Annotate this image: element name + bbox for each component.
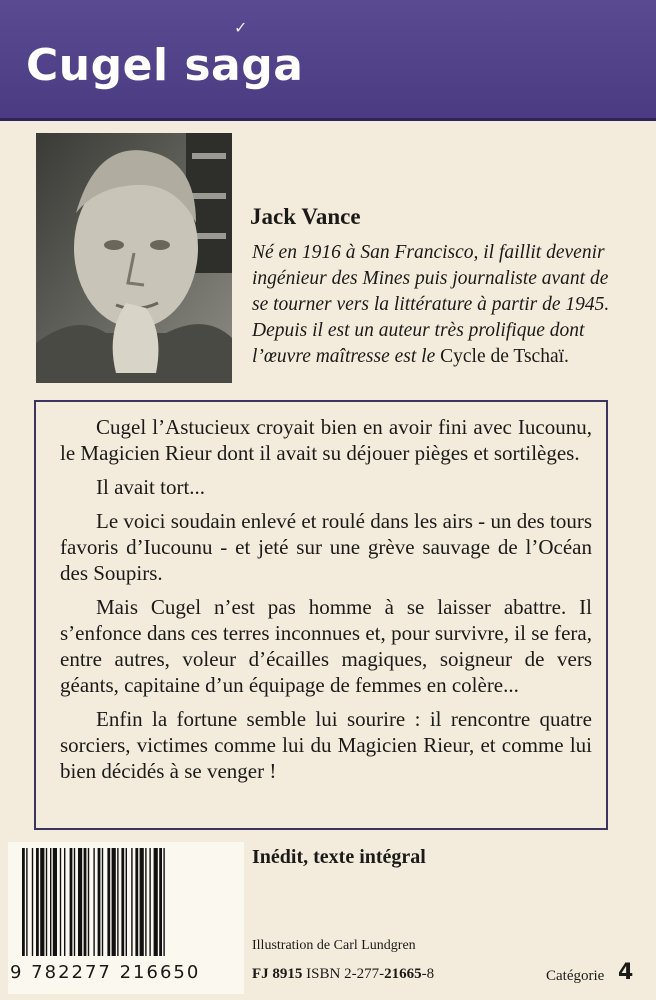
synopsis-paragraph: Mais Cugel n’est pas homme à se laisser abattre. Il s’enfonce dans ces terres inconnues et, pour survivre, il se fera, entre autres, voleur d’écailles magiques, soigneur de vers géants, capitaine d’un équipage de femmes en colère...: [60, 595, 592, 697]
series-title: Cugel saga: [26, 40, 304, 91]
author-name: Jack Vance: [250, 204, 361, 229]
synopsis-box: [34, 400, 608, 830]
series-code: FJ 8915: [252, 966, 303, 982]
author-bio-text: Né en 1916 à San Francisco, il faillit devenir ingénieur des Mines puis journaliste avant de se tourner vers la littérature à partir de 1945. Depuis il est un auteur très prolifique dont l’œuvre maîtresse est le: [252, 242, 610, 367]
barcode-bars: [8, 842, 244, 960]
category-number: 4: [618, 960, 634, 985]
isbn-check: -8: [421, 966, 435, 982]
category-label: Catégorie: [546, 968, 605, 984]
check-mark-icon: ✓: [234, 18, 248, 37]
author-photo: [36, 133, 232, 383]
synopsis-paragraph: Le voici soudain enlevé et roulé dans les airs - un des tours favoris d’Iucounu - et jeté sur une grève sauvage de l’Océan des Soupirs.: [60, 509, 592, 585]
author-portrait-image: [36, 133, 232, 383]
illustration-credit: Illustration de Carl Lundgren: [252, 938, 416, 953]
synopsis-paragraph: Cugel l’Astucieux croyait bien en avoir fini avec Iucounu, le Magicien Rieur dont il avait su déjouer pièges et sortilèges.: [60, 415, 592, 465]
barcode-digits: 9 782277 216650: [10, 962, 201, 983]
isbn-prefix: ISBN 2-277-: [306, 966, 385, 982]
synopsis-paragraph: Enfin la fortune semble lui sourire : il rencontre quatre sorciers, victimes comme lui du Magicien Rieur, et comme lui bien décidés à se venger !: [60, 707, 592, 783]
isbn-line: [252, 966, 434, 983]
author-bio: [252, 240, 622, 370]
author-bio-series-name: Cycle de Tschaï.: [440, 346, 569, 367]
synopsis-paragraph: Il avait tort...: [96, 475, 206, 499]
isbn-bold-part: 21665: [384, 966, 422, 982]
edition-note: Inédit, texte intégral: [252, 846, 426, 868]
